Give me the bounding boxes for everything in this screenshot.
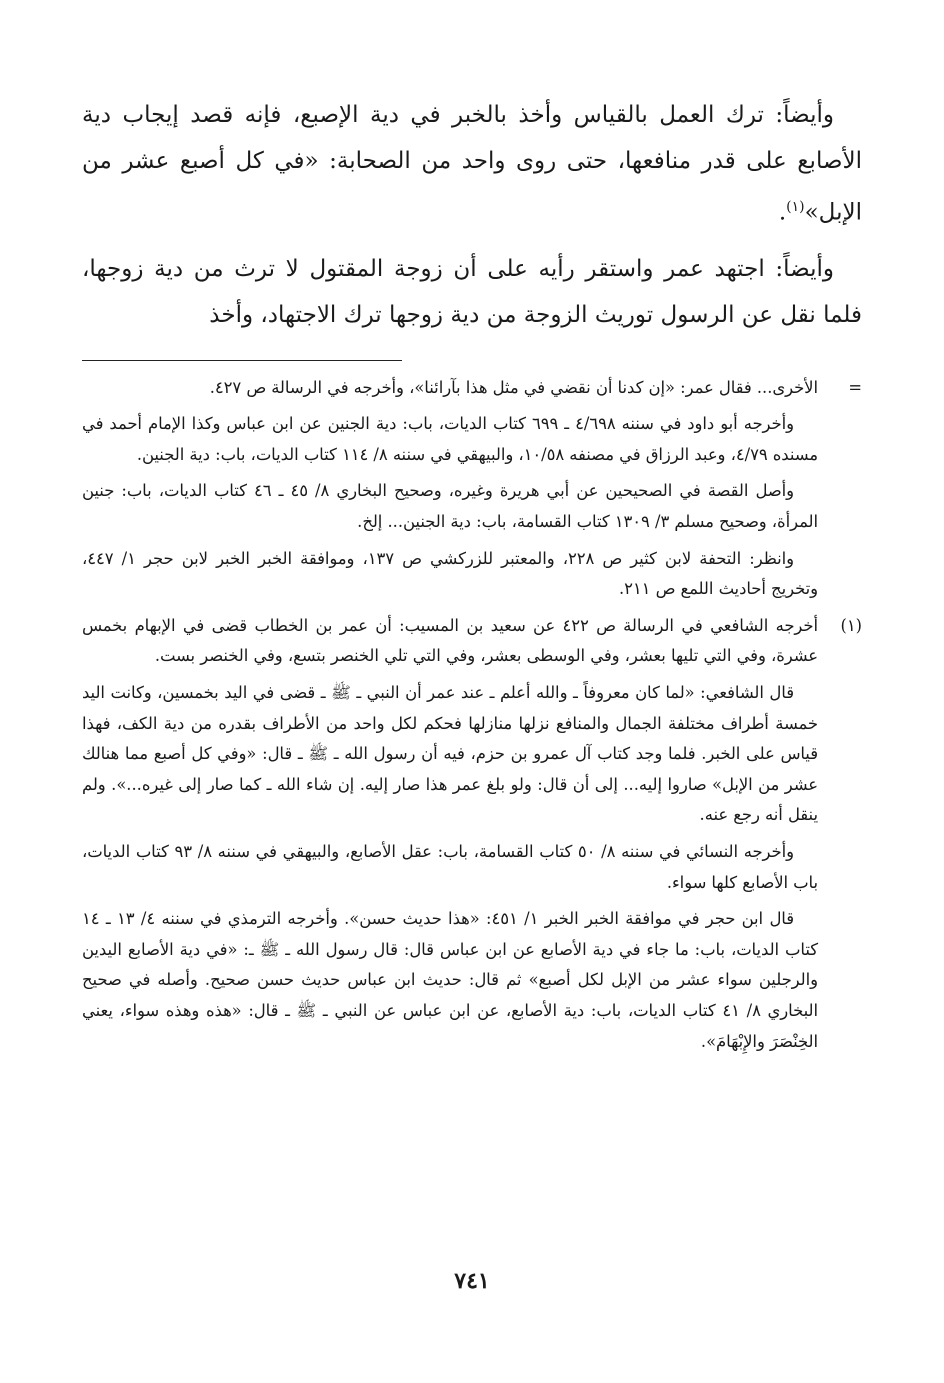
footnote-paragraph: وأصل القصة في الصحيحين عن أبي هريرة وغيره، وصحيح البخاري ٨/ ٤٥ ـ ٤٦ كتاب الديات، باب: جنين المرأة، وصحيح مسلم ٣/ ١٣٠٩ كتاب القسامة، باب: دية الجنين... إلخ. <box>82 481 818 532</box>
footnote-1 <box>82 611 862 1057</box>
main-paragraph-1-end: . <box>778 199 787 226</box>
footnote-paragraph: قال ابن حجر في موافقة الخبر الخبر ١/ ٤٥١: «هذا حديث حسن». وأخرجه الترمذي في سننه ٤/ ١٣ ـ ١٤ كتاب الديات، باب: ما جاء في دية الأصابع عن ابن عباس قال: قال رسول الله ـ ﷺ ـ: «في دية الأصابع اليدين والرجلين سواء عشر من الإبل لكل أصبع» ثم قال: حديث ابن عباس حديث حسن صحيح. وأصله في صحيح البخاري ٨/ ٤١ كتاب الديات، باب: دية الأصابع، عن ابن عباس عن النبي ـ ﷺ ـ قال: «هذه وهذه سواء، يعني الخِنْصَرَ والإِبْهَامَ». <box>82 909 818 1051</box>
footnote-paragraph: وأخرجه أبو داود في سننه ٤/٦٩٨ ـ ٦٩٩ كتاب الديات، باب: دية الجنين عن ابن عباس وكذا الإمام أحمد في مسنده ٤/٧٩، وعبد الرزاق في مصنفه ١٠/٥٨، والبيهقي في سننه ٨/ ١١٤ كتاب الديات، باب: دية الجنين. <box>82 414 818 464</box>
footnote-paragraph: أخرجه الشافعي في الرسالة ص ٤٢٢ عن سعيد بن المسيب: أن عمر بن الخطاب قضى في الإبهام بخمس عشرة، وفي التي تليها بعشر، وفي الوسطى بعشر، وفي التي تلي الخنصر بتسع، وفي الخنصر بست. <box>82 615 818 666</box>
main-paragraph-1-text: وأيضاً: ترك العمل بالقياس وأخذ بالخبر في دية الإصبع، فإنه قصد إيجاب دية الأصابع على قدر منافعها، حتى روى واحد من الصحابة: «في كل أصبع عشر من الإبل» <box>82 102 862 226</box>
footnote-paragraph: الأخرى... فقال عمر: «إن كدنا أن نقضي في مثل هذا بآرائنا»، وأخرجه في الرسالة ص ٤٢٧. <box>209 377 818 397</box>
page-number: ٧٤١ <box>454 1268 490 1294</box>
footnote-paragraph: وأخرجه النسائي في سننه ٨/ ٥٠ كتاب القسامة، باب: عقل الأصابع، والبيهقي في سننه ٨/ ٩٣ كتاب الديات، باب الأصابع كلها سواء. <box>82 841 818 892</box>
footnote-ref-1[interactable]: (١) <box>786 199 805 215</box>
footnote-continuation <box>82 373 862 605</box>
main-text <box>82 92 862 338</box>
footnote-paragraph: قال الشافعي: «لما كان معروفاً ـ والله أعلم ـ عند عمر أن النبي ـ ﷺ ـ قضى في اليد بخمسين، وكانت اليد خمسة أطراف مختلفة الجمال والمنافع نزلها منازلها فحكم لكل واحد من الأطراف بقدره من دية الكف، فهذا قياس على الخبر. فلما وجد كتاب آل عمرو بن حزم، فيه أن رسول الله ـ ﷺ ـ قال: «وفي كل أصبع مما هنالك عشر من الإبل» صاروا إليه... إلى أن قال: ولو بلغ عمر هذا صار إليه. إن شاء الله ـ كما صار إلى غيره...». ولم ينقل أنه رجع عنه. <box>82 683 818 825</box>
footnote-1-marker: (١) <box>840 615 862 635</box>
footnote-separator <box>82 360 402 361</box>
main-paragraph-2: وأيضاً: اجتهد عمر واستقر رأيه على أن زوجة المقتول لا ترث من دية زوجها، فلما نقل عن الرسول توريث الزوجة من دية زوجها ترك الاجتهاد، وأخذ <box>82 255 862 328</box>
footnotes <box>82 373 862 1057</box>
main-paragraph-1 <box>82 92 862 236</box>
continuation-marker: = <box>848 377 862 397</box>
footnote-paragraph: وانظر: التحفة لابن كثير ص ٢٢٨، والمعتبر للزركشي ص ١٣٧، وموافقة الخبر الخبر لابن حجر ١/ ٤٤٧، وتخريج أحاديث اللمع ص ٢١١. <box>82 548 818 599</box>
